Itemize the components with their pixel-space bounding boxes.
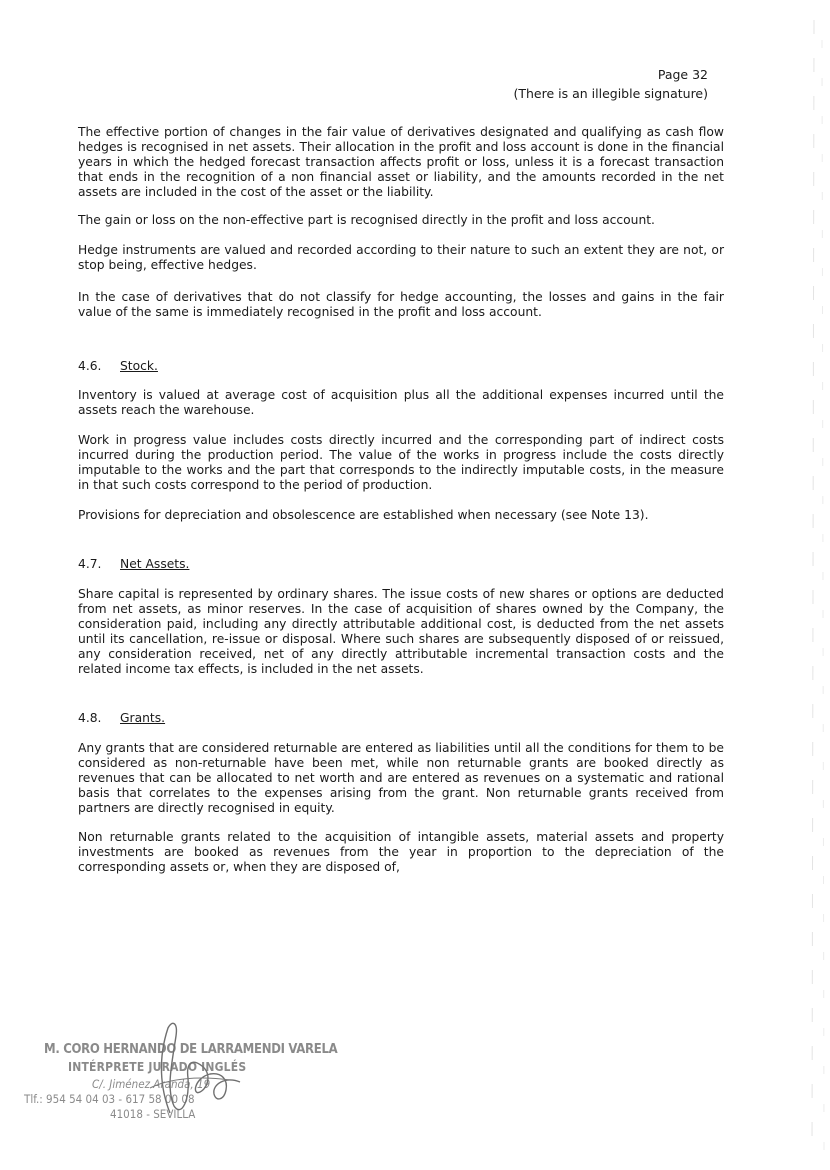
paragraph-hedge-instruments: Hedge instruments are valued and recorded according to their nature to such an extent they are not, or stop being, effective hedges.	[78, 243, 724, 273]
section-number: 4.7.	[78, 557, 102, 571]
paragraph-provisions: Provisions for depreciation and obsolescence are established when necessary (see Note 13).	[78, 508, 649, 522]
section-number: 4.8.	[78, 711, 102, 725]
paragraph-share-capital: Share capital is represented by ordinary shares. The issue costs of new shares or options are deducted from net assets, as minor reserves. In the case of acquisition of shares owned by the Company, the consideration paid, including any directly attributable additional cost, is deducted from the net assets until its cancellation, re-issue or disposal. Where such shares are subsequently disposed of or reissued, any consideration received, net of any directly attributable incremental transaction costs and the related income tax effects, is included in the net assets.	[78, 587, 724, 677]
page-number: Page 32	[657, 67, 708, 82]
stamp-address: C/. Jiménez Aranda, 19	[92, 1077, 211, 1091]
section-heading-grants	[78, 711, 165, 726]
paragraph-derivatives: In the case of derivatives that do not classify for hedge accounting, the losses and gains in the fair value of the same is immediately recognised in the profit and loss account.	[78, 290, 724, 320]
paragraph-returnable-grants: Any grants that are considered returnable are entered as liabilities until all the conditions for them to be considered as non-returnable have been met, while non returnable grants are booked directly as revenues that can be allocated to net worth and are entered as revenues on a systematic and rational basis that correlates to the expenses arising from the grant. Non returnable grants received from partners are directly recognised in equity.	[78, 741, 724, 816]
stamp-name: M. CORO HERNANDO DE LARRAMENDI VARELA	[44, 1042, 338, 1057]
section-title: Grants.	[120, 711, 166, 725]
section-number: 4.6.	[78, 359, 102, 373]
paragraph-work-in-progress: Work in progress value includes costs directly incurred and the corresponding part of indirect costs incurred during the production period. The value of the works in progress include the costs directly imputable to the works and the part that corresponds to the indirectly imputable costs, in the measure in that such costs correspond to the period of production.	[78, 433, 724, 493]
stamp-title: INTÉRPRETE JURADO INGLÉS	[68, 1060, 247, 1074]
scan-edge-artifact	[800, 0, 830, 1170]
section-title: Net Assets.	[120, 557, 190, 571]
stamp-city: 41018 - SEVILLA	[110, 1107, 196, 1121]
paragraph-non-effective-part: The gain or loss on the non-effective part is recognised directly in the profit and loss account.	[78, 213, 655, 227]
handwritten-signature	[130, 1018, 260, 1128]
paragraph-cash-flow-hedges: The effective portion of changes in the fair value of derivatives designated and qualifying as cash flow hedges is recognised in net assets. Their allocation in the profit and loss account is done in the financial years in which the hedged forecast transaction affects profit or loss, unless it is a forecast transaction that ends in the recognition of a non financial asset or liability, and the amounts recorded in the net assets are included in the cost of the asset or the liability.	[78, 125, 724, 200]
section-heading-net-assets	[78, 557, 189, 572]
paragraph-inventory: Inventory is valued at average cost of acquisition plus all the additional expenses incurred until the assets reach the warehouse.	[78, 388, 724, 418]
section-title: Stock.	[120, 359, 158, 373]
paragraph-non-returnable-grants: Non returnable grants related to the acquisition of intangible assets, material assets and property investments are booked as revenues from the year in proportion to the depreciation of the corresponding assets or, when they are disposed of,	[78, 830, 724, 875]
signature-note: (There is an illegible signature)	[513, 86, 708, 101]
stamp-phone: Tlf.: 954 54 04 03 - 617 58 00 08	[24, 1092, 195, 1106]
section-heading-stock	[78, 359, 158, 374]
